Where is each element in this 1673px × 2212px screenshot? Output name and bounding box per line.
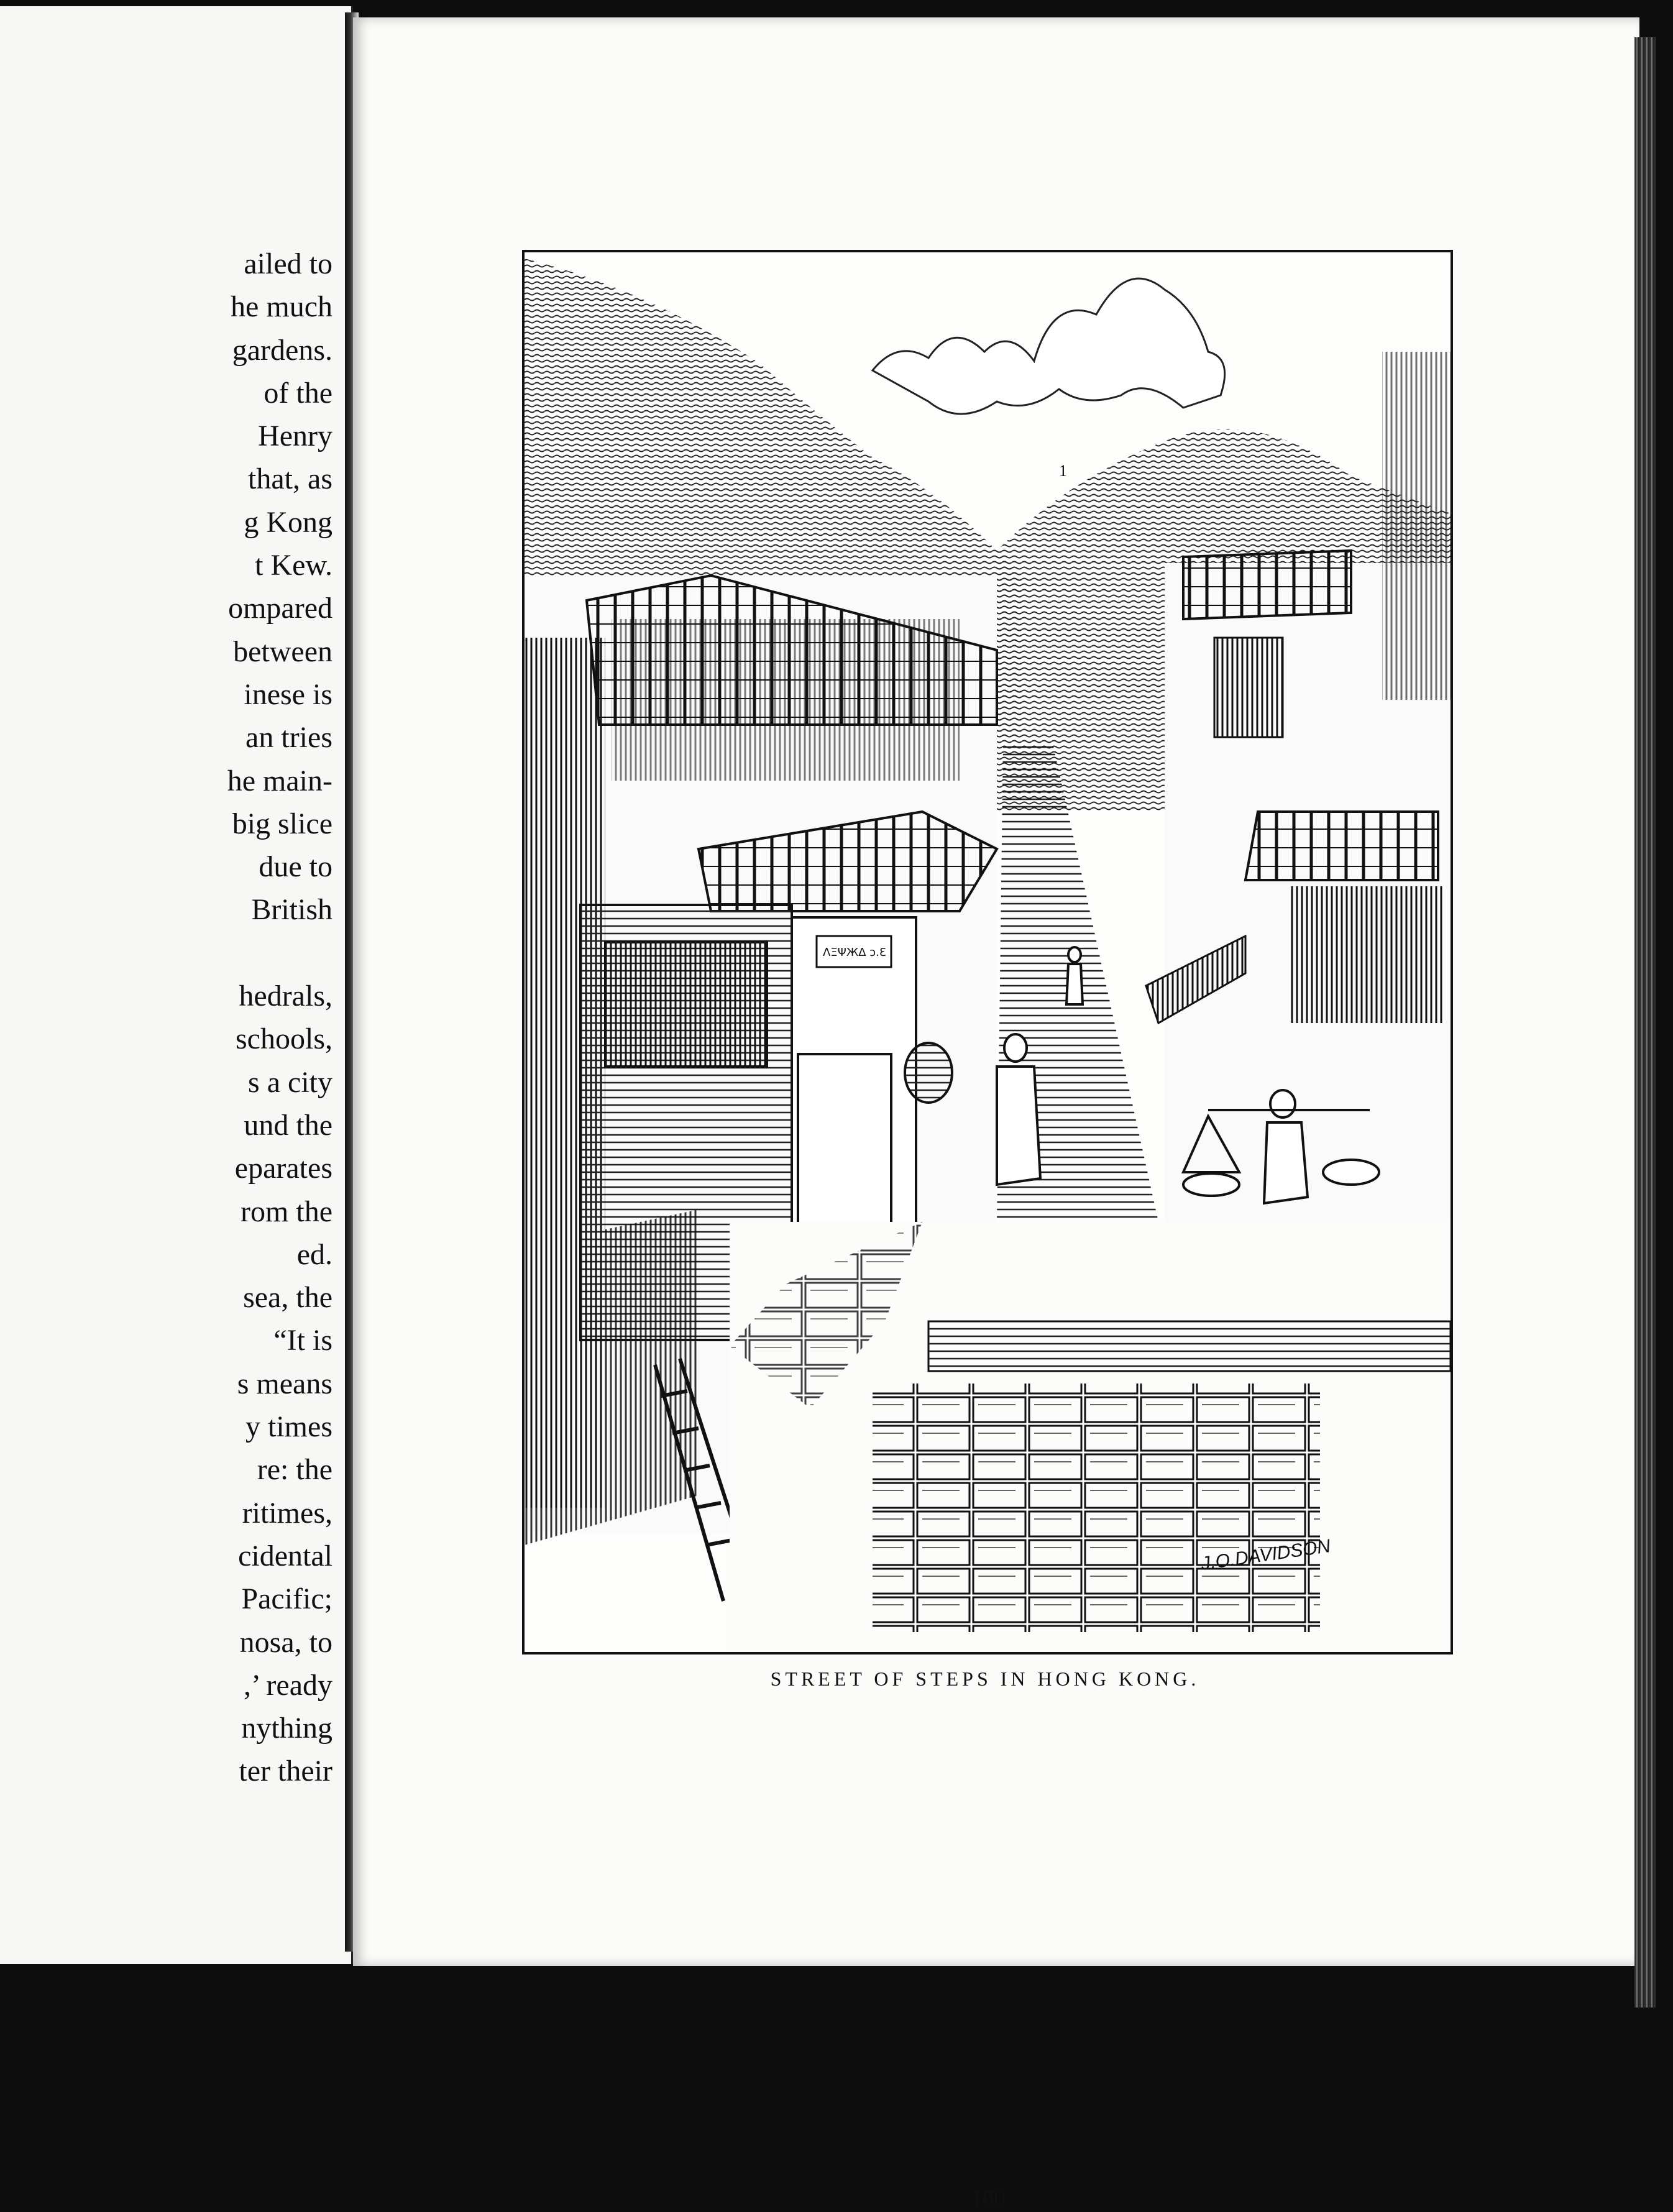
left-page-line: y times [245, 1410, 332, 1444]
left-page-line: that, as [248, 462, 332, 496]
left-page-line: eparates [234, 1152, 332, 1185]
left-page-line: nything [241, 1712, 332, 1745]
svg-text:1: 1 [1059, 462, 1067, 480]
left-page-line: ompared [228, 592, 332, 625]
left-page-line: gardens. [232, 333, 332, 367]
left-page-line: ed. [296, 1237, 332, 1271]
left-page-line: und the [244, 1108, 332, 1142]
left-page-line: between [233, 635, 332, 668]
left-page-line: sea, the [243, 1281, 332, 1315]
left-page-line: “It is [273, 1324, 332, 1357]
left-page-line: due to [259, 850, 332, 884]
left-page-line: Pacific; [241, 1582, 332, 1616]
left-page-line: an tries [245, 721, 332, 755]
left-page-line: g Kong [244, 505, 332, 539]
shop-sign-text: ΛΞΨЖΔ ɔ.Ɛ [823, 946, 886, 959]
left-page-line: British [251, 893, 332, 927]
left-page [0, 6, 353, 1964]
artist-signature: J.O.DAVIDSON [1199, 1536, 1332, 1574]
left-page-line: schools, [236, 1022, 332, 1056]
left-page-line: ter their [239, 1755, 332, 1788]
left-page-line: hedrals, [239, 980, 332, 1013]
illustration-caption: STREET OF STEPS IN HONG KONG. [770, 1668, 1200, 1690]
left-page-line: re: the [257, 1453, 332, 1487]
left-page-line: he main- [227, 764, 332, 797]
left-page-text [0, 242, 332, 1793]
left-page-line: cidental [238, 1539, 332, 1572]
left-page-line: ritimes, [242, 1496, 332, 1530]
left-page-line: nosa, to [239, 1625, 332, 1659]
page-edges [1634, 37, 1656, 2008]
left-page-line: inese is [244, 677, 332, 711]
left-page-line: s a city [248, 1065, 332, 1099]
left-page-line: ailed to [244, 247, 332, 280]
left-page-line: t Kew. [255, 549, 332, 582]
left-page-line [0, 932, 332, 975]
left-page-line: he much [231, 290, 332, 324]
left-page-line: of the [264, 376, 332, 410]
left-page-line: rom the [241, 1195, 332, 1228]
street-of-steps-engraving [522, 250, 1453, 1654]
left-page-line: ,’ ready [243, 1668, 332, 1702]
left-page-line: Henry [258, 420, 332, 453]
page-number: 180 [970, 2185, 1006, 2211]
left-page-line: big slice [232, 807, 332, 840]
left-page-line: s means [237, 1367, 332, 1400]
